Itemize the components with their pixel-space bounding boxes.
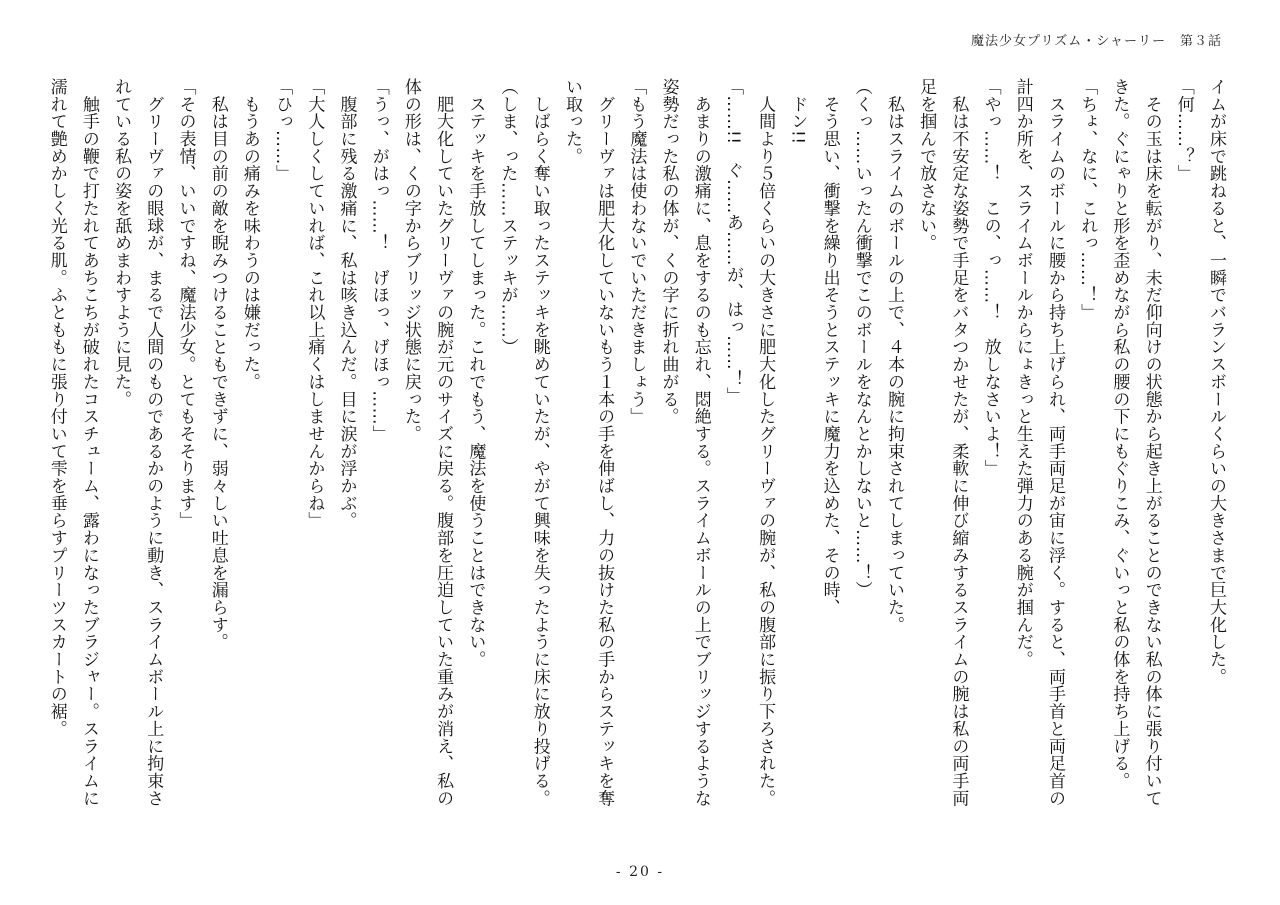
paragraph: そう思い、衝撃を繰り出そうとステッキに魔力を込めた、その時、 — [819, 78, 840, 616]
paragraph: 「ちょ、なに、これっ……！」 — [1077, 78, 1098, 321]
paragraph: 「もう魔法は使わないでいただきましょう」 — [626, 78, 647, 425]
paragraph: 触手の鞭で打たれてあちこちが破れたコスチューム、露わになったブラジャー。スライムに濡れて艶めかしく光る肌。ふとももに張り付いて雫を垂らすプリーツスカートの裾。 — [46, 78, 99, 807]
paragraph: 肥大化していたグリーヴァの腕が元のサイズに戻る。腹部を圧迫していた重みが消え、私の体の形は、くの字からブリッジ状態に戻った。 — [400, 78, 454, 807]
paragraph: グリーヴァの眼球が、まるで人間のものであるかのように動き、スライムボール上に拘束されている私の姿を舐めまわすように見た。 — [111, 78, 164, 807]
paragraph: 「うっ、がはっ……！ げほっ、げほっ……」 — [368, 78, 389, 443]
paragraph: しばらく奪い取ったステッキを眺めていたが、やがて興味を失ったように床に放り投げる。 — [529, 78, 550, 807]
paragraph: 私は目の前の敵を睨みつけることもできずに、弱々しい吐息を漏らす。 — [207, 78, 228, 651]
paragraph: 私はスライムのボールの上で、４本の腕に拘束されてしまっていた。 — [883, 78, 904, 634]
paragraph: （しま、った……ステッキが……） — [497, 78, 518, 356]
paragraph: ステッキを手放してしまった。これでもう、魔法を使うことはできない。 — [465, 78, 486, 668]
paragraph: イムが床で跳ねると、一瞬でバランスボールくらいの大きさまで巨大化した。 — [1206, 78, 1226, 686]
paragraph: 「その表情、いいですね、魔法少女。とてもそそります」 — [175, 78, 196, 530]
paragraph: スライムのボールに腰から持ち上げられ、両手両足が宙に浮く。すると、両手首と両足首の計四か所を、スライムボールからにょきっと生えた弾力のある腕が掴んだ。 — [1012, 78, 1065, 807]
paragraph: もうあの痛みを味わうのは嫌だった。 — [239, 78, 260, 391]
paragraph: グリーヴァは肥大化していないもう１本の手を伸ばし、力の抜けた私の手からステッキを奪い取った。 — [561, 78, 615, 807]
paragraph: 私は不安定な姿勢で手足をバタつかせたが、柔軟に伸び縮みするスライムの腕は私の両手両足を掴んで放さない。 — [916, 78, 969, 807]
paragraph: 「やっ……！ この、っ……！ 放しなさいよ！」 — [980, 78, 1001, 478]
paragraph: 腹部に残る激痛に、私は咳き込んだ。目に涙が浮かぶ。 — [336, 78, 357, 530]
paragraph: ドン!! — [787, 78, 808, 145]
paragraph: その玉は床を転がり、未だ仰向けの状態から起き上がることのできない私の体に張り付いてきた。ぐにゃりと形を歪めながら私の腰の下にもぐりこみ、ぐいっと私の体を持ち上げる。 — [1109, 78, 1162, 807]
vertical-body-text — [46, 78, 1232, 818]
paragraph: 「ひっ……」 — [272, 78, 293, 183]
paragraph: 「大人しくしていれば、これ以上痛くはしませんからね」 — [304, 78, 325, 530]
paragraph: あまりの激痛に、息をするのも忘れ、悶絶する。スライムボールの上でブリッジするような姿勢だった私の体が、くの字に折れ曲がる。 — [658, 78, 711, 807]
running-header: 魔法少女プリズム・シャーリー 第３話 — [971, 34, 1222, 49]
paragraph: 「何……？」 — [1173, 78, 1194, 183]
paragraph: 人間より５倍くらいの大きさに肥大化したグリーヴァの腕が、私の腹部に振り下ろされた。 — [755, 78, 776, 807]
paragraph: （くっ……いったん衝撃でこのボールをなんとかしないと……！） — [851, 78, 872, 599]
page-number: - 20 - — [615, 864, 665, 880]
paragraph: 「……!! ぐ……あ……が、はっ……！」 — [722, 78, 743, 405]
